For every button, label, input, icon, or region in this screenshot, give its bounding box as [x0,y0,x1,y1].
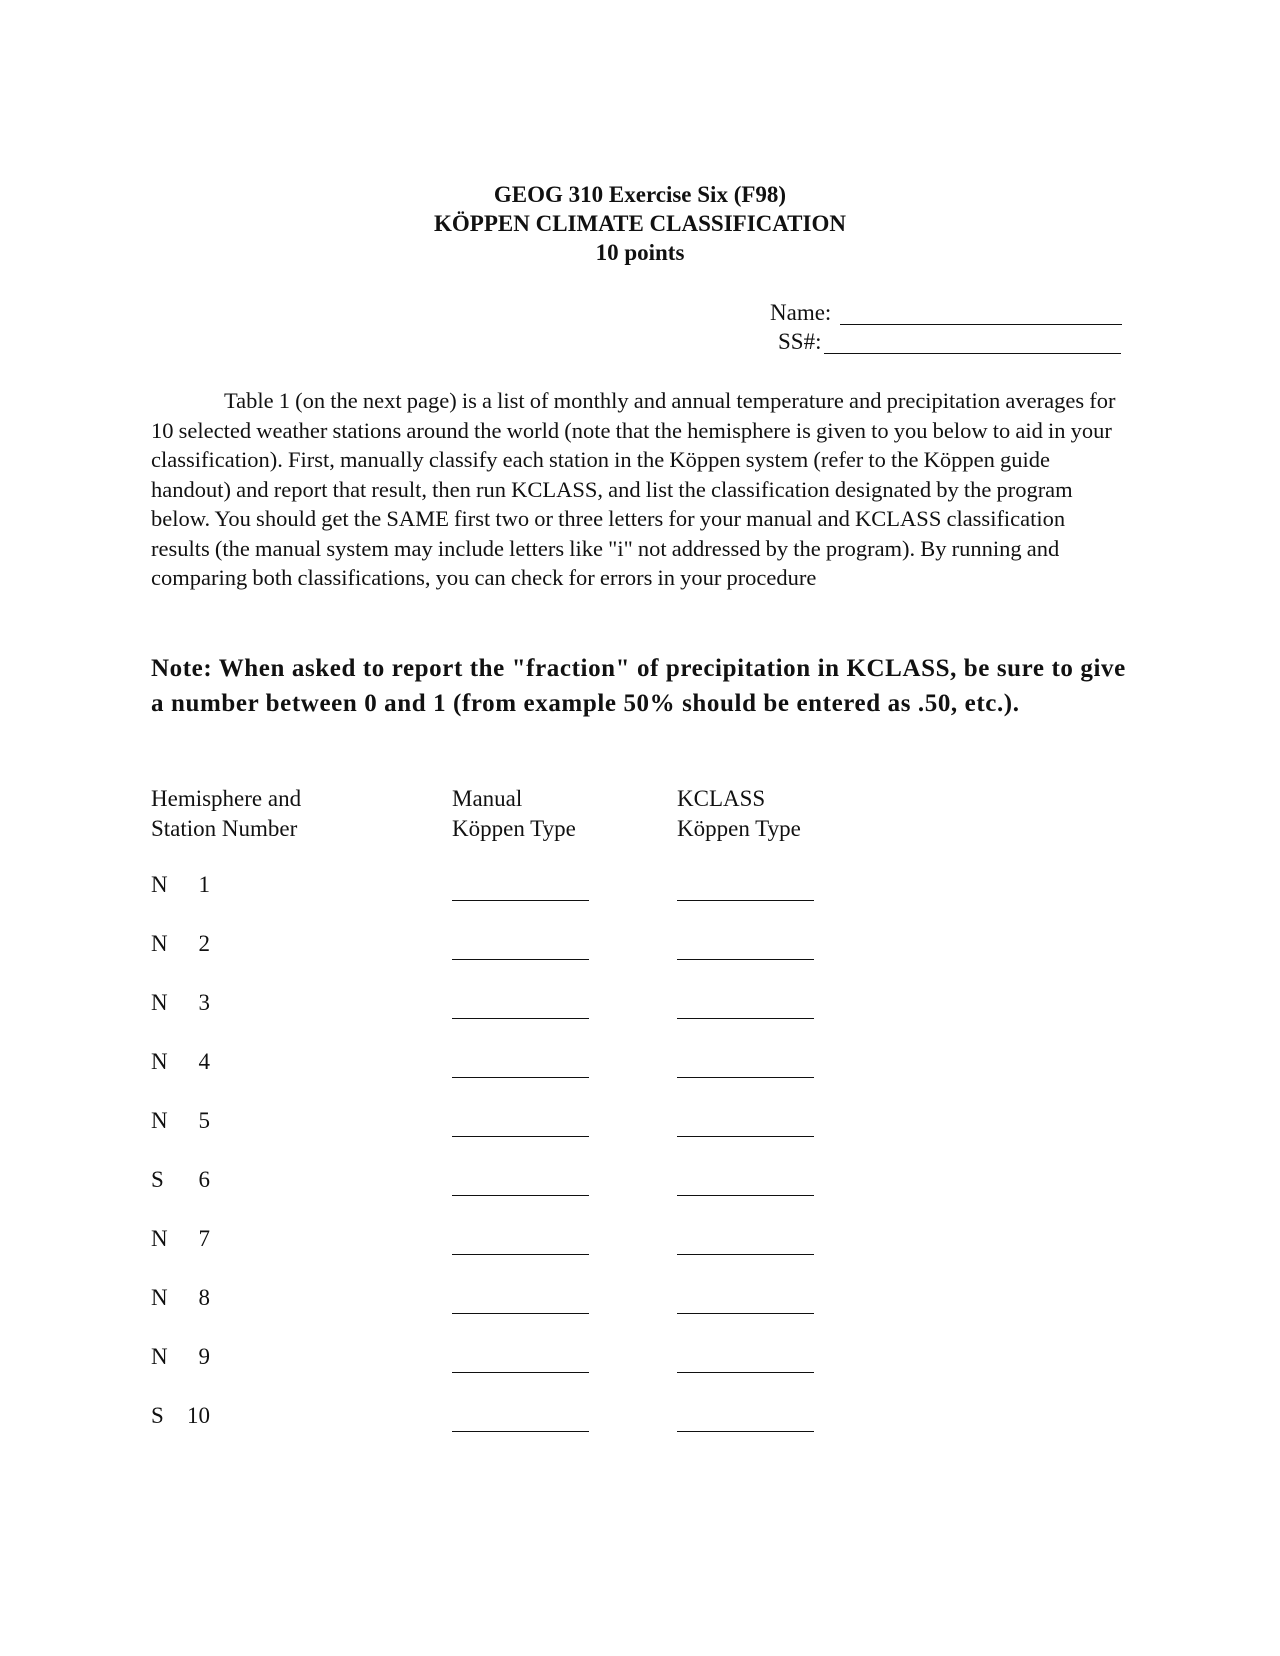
station-row [0,1344,1280,1403]
hemisphere: N [151,1344,168,1369]
manual-type-blank[interactable] [452,1018,589,1019]
kclass-type-blank[interactable] [677,1313,814,1314]
header-manual-line1: Manual [452,786,523,811]
station-row [0,1108,1280,1167]
kclass-type-blank[interactable] [677,1195,814,1196]
station-row [0,1285,1280,1344]
manual-type-blank[interactable] [452,1313,589,1314]
station-number: 10 [187,1403,210,1428]
kclass-type-blank[interactable] [677,959,814,960]
station-number: 3 [198,990,210,1015]
station-number: 2 [198,931,210,956]
station-number: 4 [198,1049,210,1074]
kclass-type-blank[interactable] [677,900,814,901]
station-row [0,1049,1280,1108]
station-row [0,990,1280,1049]
hemisphere: S [151,1167,164,1192]
station-rows [0,872,1280,1462]
manual-type-blank[interactable] [452,1077,589,1078]
hemisphere: N [151,1285,168,1310]
station-number: 8 [198,1285,210,1310]
student-info [770,298,1130,356]
header-hemisphere-line2: Station Number [151,816,298,841]
manual-type-blank[interactable] [452,1136,589,1137]
hemisphere: S [151,1403,164,1428]
hemisphere: N [151,1108,168,1133]
manual-type-blank[interactable] [452,1254,589,1255]
ss-label: SS#: [778,329,822,354]
station-number: 5 [198,1108,210,1133]
intro-paragraph: Table 1 (on the next page) is a list of monthly and annual temperature and precipitation averages for 10 selected weather stations around the world (note that the hemisphere is given to you below to aid in your classification). First, manually classify each station in the Köppen system (refer to the Köppen guide handout) and report that result, then run KCLASS, and list the classification designated by the program below. You should get the SAME first two or three letters for your manual and KCLASS classification results (the manual system may include letters like "i" not addressed by the program). By running and comparing both classifications, you can check for errors in your procedure [151,388,1116,590]
kclass-type-blank[interactable] [677,1254,814,1255]
station-row [0,1226,1280,1285]
manual-type-blank[interactable] [452,959,589,960]
station-number: 9 [198,1344,210,1369]
station-row [0,872,1280,931]
station-row [0,931,1280,990]
station-number: 7 [198,1226,210,1251]
manual-type-blank[interactable] [452,900,589,901]
hemisphere: N [151,990,168,1015]
precipitation-note: Note: When asked to report the "fraction" of precipitation in KCLASS, be sure to give a number between 0 and 1 (from example 50% should be entered as .50, etc.). [151,655,1126,717]
manual-type-blank[interactable] [452,1195,589,1196]
hemisphere: N [151,1226,168,1251]
station-number: 1 [198,872,210,897]
header-hemisphere-line1: Hemisphere and [151,786,302,811]
hemisphere: N [151,931,168,956]
manual-type-blank[interactable] [452,1431,589,1432]
points-line: 10 points [595,240,685,265]
kclass-type-blank[interactable] [677,1077,814,1078]
header-kclass [677,784,801,844]
header-manual-line2: Köppen Type [452,816,576,841]
title-block [0,180,1280,267]
document-title: KÖPPEN CLIMATE CLASSIFICATION [434,211,846,236]
kclass-type-blank[interactable] [677,1431,814,1432]
header-kclass-line2: Köppen Type [677,816,801,841]
name-field[interactable] [770,298,1130,327]
station-number: 6 [198,1167,210,1192]
kclass-type-blank[interactable] [677,1372,814,1373]
course-line: GEOG 310 Exercise Six (F98) [493,182,787,207]
name-blank[interactable] [840,324,1122,325]
station-row [0,1403,1280,1462]
hemisphere: N [151,1049,168,1074]
kclass-type-blank[interactable] [677,1136,814,1137]
ss-field[interactable] [770,327,1130,356]
header-kclass-line1: KCLASS [677,786,766,811]
station-row [0,1167,1280,1226]
ss-blank[interactable] [824,353,1121,354]
name-label: Name: [770,300,832,325]
hemisphere: N [151,872,168,897]
kclass-type-blank[interactable] [677,1018,814,1019]
header-manual [452,784,576,844]
header-hemisphere-station [151,784,301,844]
manual-type-blank[interactable] [452,1372,589,1373]
